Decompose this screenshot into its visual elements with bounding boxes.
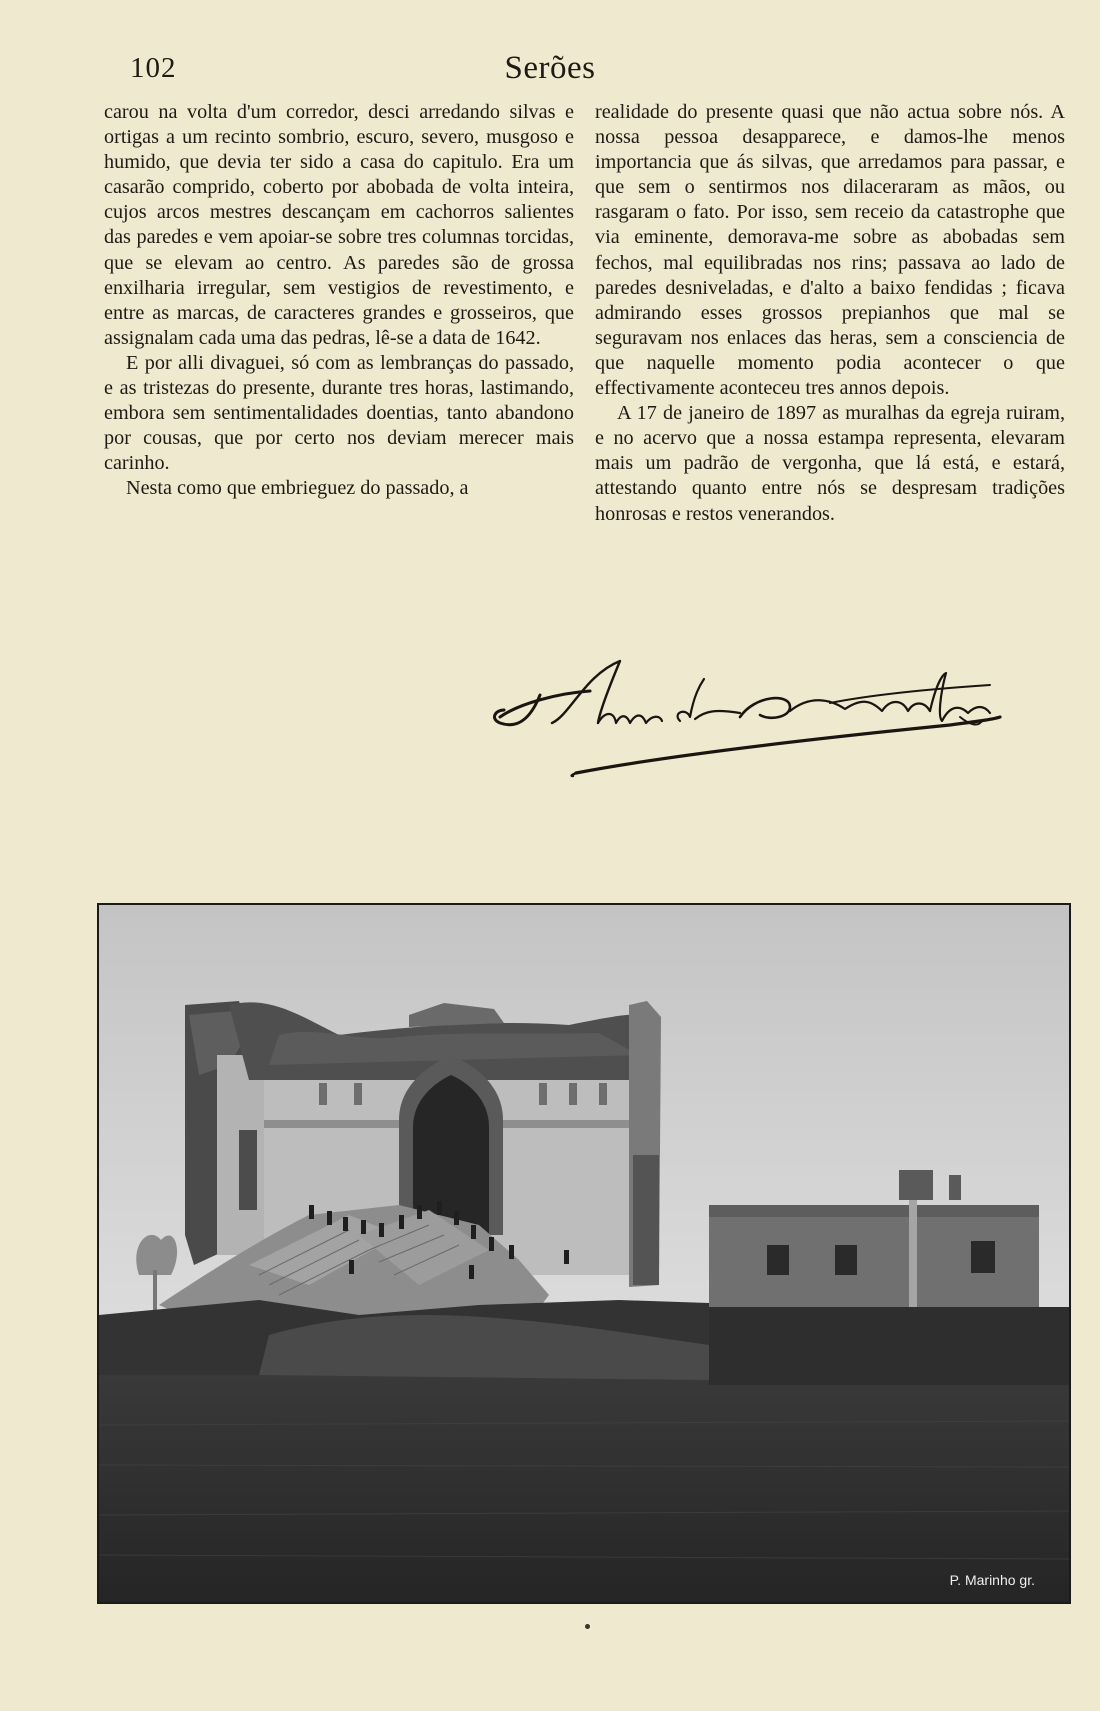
paragraph: carou na volta d'um corredor, desci arredando silvas e ortigas a um recinto sombrio, escuro, severo, musgoso e humido, que devia ter sido a casa do capitulo. Era um casarão comprido, coberto por abobada de volta inteira, cujos arcos mestres descançam em cachorros salientes das paredes e vem apoiar-se sobre tres columnas torcidas, que se elevam ao centro. As paredes são de grossa enxilharia irregular, sem vestigios de revestimento, e entre as marcas, de caracteres grandes e grosseiros, que assignalam cada uma das pedras, lê-se a data de 1642. <box>104 101 574 349</box>
author-signature <box>490 655 1030 805</box>
paragraph: A 17 de janeiro de 1897 as muralhas da egreja ruiram, e no acervo que a nossa estampa representa, elevaram mais um padrão de vergonha, que lá está, e estará, attestando quanto entre nós se despresam tradições honrosas e restos venerandos. <box>595 402 1065 525</box>
text-column-right <box>595 100 1065 527</box>
page-number: 102 <box>130 52 177 84</box>
church-ruins-image <box>99 905 1069 1602</box>
engraver-credit: P. Marinho gr. <box>949 1572 1035 1588</box>
paragraph: Nesta como que embrieguez do passado, a <box>126 477 469 500</box>
ruins-photograph <box>97 903 1071 1604</box>
printer-mark <box>585 1624 590 1629</box>
running-title: Serões <box>504 50 596 86</box>
signature-drawing <box>490 655 1030 805</box>
text-column-left <box>104 100 574 502</box>
paragraph: E por alli divaguei, só com as lembranças do passado, e as tristezas do presente, durante tres horas, lastimando, embora sem sentimentalidades doentias, tanto abandono por cousas, que por certo nos deviam merecer mais carinho. <box>104 351 574 475</box>
paragraph: realidade do presente quasi que não actua sobre nós. A nossa pessoa desapparece, e damos-lhe menos importancia que ás silvas, que arredamos para passar, e que sem o sentirmos nos dilaceraram as mãos, ou rasgaram o fato. Por isso, sem receio da catastrophe que via eminente, demorava-me sobre as abobadas sem fechos, mal equilibradas nos rins; passava ao lado de paredes desniveladas, e d'alto a baixo fendidas ; ficava admirando esses grossos prepianhos que mal se seguravam nos enlaces das heras, sem a consciencia de que naquelle momento podia acontecer o que effectivamente aconteceu tres annos depois. <box>595 101 1065 400</box>
